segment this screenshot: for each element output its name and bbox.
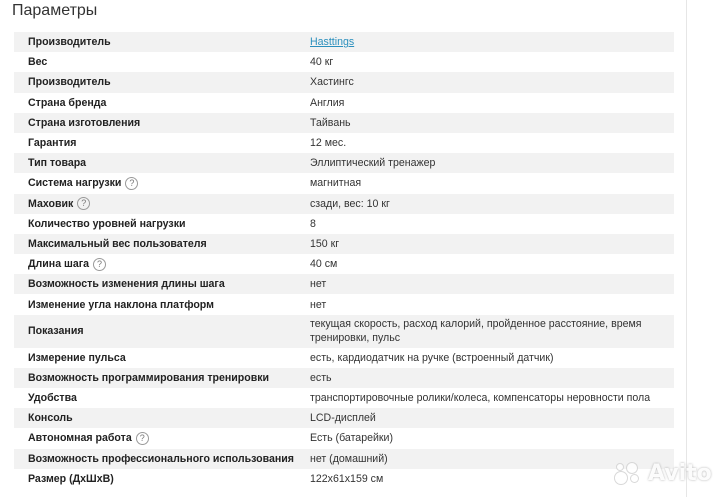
param-value: нет <box>310 298 327 311</box>
param-value-cell <box>296 411 674 425</box>
param-row <box>14 52 674 72</box>
param-label: Возможность изменения длины шага <box>28 278 225 291</box>
param-value: 40 см <box>310 258 338 271</box>
param-label: Консоль <box>28 412 73 425</box>
param-row <box>14 315 674 348</box>
parameters-table <box>14 32 674 489</box>
param-label: Удобства <box>28 392 77 405</box>
param-label-cell <box>14 299 296 311</box>
param-label: Страна бренда <box>28 96 107 109</box>
param-label-cell <box>14 36 296 48</box>
param-label-cell <box>14 392 296 404</box>
param-label-cell <box>14 137 296 149</box>
param-value-cell <box>296 371 674 385</box>
param-row <box>14 32 674 52</box>
param-label: Максимальный вес пользователя <box>28 237 207 250</box>
param-row <box>14 388 674 408</box>
param-value-cell <box>296 317 674 345</box>
param-label-cell <box>14 453 296 465</box>
question-circle-icon[interactable]: ? <box>136 432 149 445</box>
param-value-cell <box>296 391 674 405</box>
param-row <box>14 173 674 193</box>
param-label-cell <box>14 97 296 109</box>
param-value: текущая скорость, расход калорий, пройденное расстояние, время тренировки, пульс <box>310 318 642 345</box>
param-label-cell <box>14 432 296 445</box>
param-value: 8 <box>310 217 316 230</box>
param-value: 122x61x159 см <box>310 472 384 485</box>
param-value: сзади, вес: 10 кг <box>310 197 390 210</box>
param-label-cell <box>14 197 296 210</box>
param-label-cell <box>14 56 296 68</box>
param-label: Изменение угла наклона платформ <box>28 298 214 311</box>
param-value: есть <box>310 371 332 384</box>
param-row <box>14 254 674 274</box>
param-row <box>14 408 674 428</box>
param-label: Система нагрузки <box>28 177 122 190</box>
param-row <box>14 72 674 92</box>
param-value-cell <box>296 176 674 190</box>
param-label: Длина шага <box>28 258 90 271</box>
param-label: Маховик <box>28 197 74 210</box>
param-row <box>14 348 674 368</box>
param-value-cell <box>296 156 674 170</box>
param-label-cell <box>14 117 296 129</box>
param-value: магнитная <box>310 177 362 190</box>
param-row <box>14 214 674 234</box>
param-row <box>14 428 674 448</box>
param-label-cell <box>14 325 296 337</box>
param-label-cell <box>14 238 296 250</box>
param-value-cell <box>296 35 674 49</box>
param-value: нет <box>310 278 327 291</box>
param-label: Измерение пульса <box>28 351 126 364</box>
param-label: Возможность профессионального использования <box>28 452 294 465</box>
avito-logo-icon <box>612 459 646 487</box>
param-row <box>14 449 674 469</box>
param-value-cell <box>296 257 674 271</box>
param-label-cell <box>14 258 296 271</box>
param-value: Тайвань <box>310 116 351 129</box>
avito-watermark <box>612 458 712 488</box>
param-label-cell <box>14 157 296 169</box>
param-value-cell <box>296 75 674 89</box>
param-value: Эллиптический тренажер <box>310 157 436 170</box>
param-label-cell <box>14 473 296 485</box>
param-value-cell <box>296 116 674 130</box>
param-value: Есть (батарейки) <box>310 432 393 445</box>
param-value-cell <box>296 197 674 211</box>
param-value-cell <box>296 237 674 251</box>
param-value-cell <box>296 431 674 445</box>
param-value: нет (домашний) <box>310 452 388 465</box>
param-label-cell <box>14 372 296 384</box>
param-label: Вес <box>28 56 48 69</box>
param-label: Показания <box>28 325 84 338</box>
param-label: Тип товара <box>28 157 87 170</box>
param-row <box>14 234 674 254</box>
param-value-cell <box>296 55 674 69</box>
param-value-cell <box>296 277 674 291</box>
param-value: 150 кг <box>310 237 340 250</box>
param-label-cell <box>14 352 296 364</box>
param-value-cell <box>296 298 674 312</box>
page-title: Параметры <box>12 2 98 19</box>
param-label-cell <box>14 76 296 88</box>
question-circle-icon[interactable]: ? <box>125 177 138 190</box>
param-row <box>14 368 674 388</box>
param-value: 40 кг <box>310 56 334 69</box>
avito-watermark-text: Avito <box>648 460 712 486</box>
param-row <box>14 133 674 153</box>
param-value-cell <box>296 217 674 231</box>
param-label-cell <box>14 177 296 190</box>
param-value: LCD-дисплей <box>310 412 376 425</box>
param-value: Хастингс <box>310 76 354 89</box>
param-row <box>14 294 674 314</box>
param-label: Производитель <box>28 36 111 49</box>
param-label: Возможность программирования тренировки <box>28 371 270 384</box>
param-row <box>14 93 674 113</box>
panel-divider <box>686 0 687 497</box>
param-value: есть, кардиодатчик на ручке (встроенный датчик) <box>310 351 554 364</box>
param-value-cell <box>296 351 674 365</box>
param-label: Размер (ДхШхВ) <box>28 472 114 485</box>
param-label: Количество уровней нагрузки <box>28 217 186 230</box>
param-value-cell <box>296 136 674 150</box>
param-value-cell <box>296 96 674 110</box>
param-row <box>14 113 674 133</box>
param-label: Производитель <box>28 76 111 89</box>
param-label: Гарантия <box>28 137 77 150</box>
param-label-cell <box>14 278 296 290</box>
param-label: Страна изготовления <box>28 116 141 129</box>
param-row <box>14 274 674 294</box>
manufacturer-link[interactable]: Hasttings <box>310 36 355 49</box>
param-label-cell <box>14 412 296 424</box>
param-row <box>14 194 674 214</box>
question-circle-icon[interactable]: ? <box>93 258 106 271</box>
param-value: транспортировочные ролики/колеса, компенсаторы неровности пола <box>310 392 651 405</box>
param-value: 12 мес. <box>310 137 347 150</box>
param-row <box>14 469 674 489</box>
param-value: Англия <box>310 96 345 109</box>
param-label: Автономная работа <box>28 432 132 445</box>
question-circle-icon[interactable]: ? <box>77 197 90 210</box>
param-row <box>14 153 674 173</box>
param-label-cell <box>14 218 296 230</box>
